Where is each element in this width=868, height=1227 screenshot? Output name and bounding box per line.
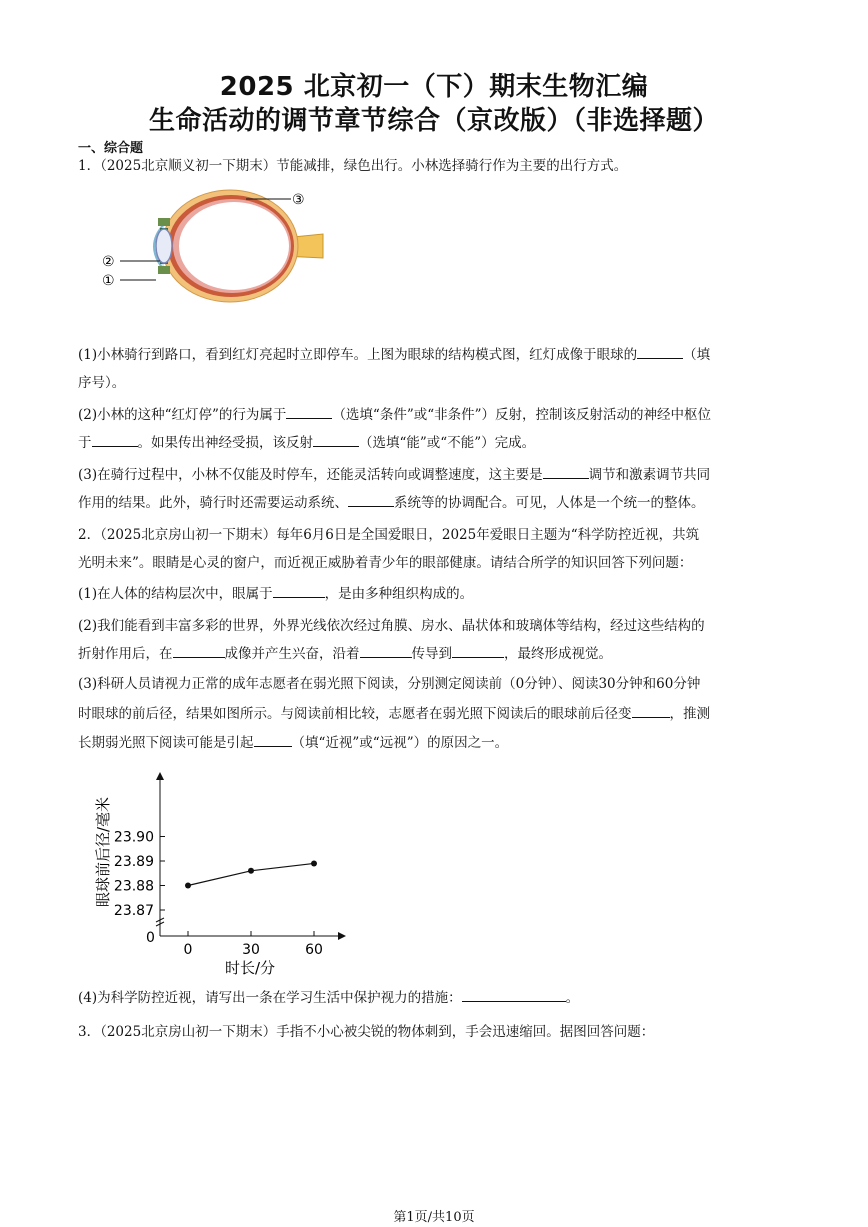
page-title: 2025 北京初一（下）期末生物汇编 [219,72,649,102]
x-axis-arrow [338,932,346,940]
x-axis-label: 时长/分 [224,959,276,977]
q1-p1-cont: 序号）。 [78,375,126,391]
q2-p3: (3)科研人员请视力正常的成年志愿者在弱光照下阅读，分别测定阅读前（0分钟）、阅读30分钟和60分钟 [78,676,701,692]
x-tick-label: 30 [242,942,260,958]
origin-label: 0 [146,930,155,946]
y-axis-label: 眼球前后径/毫米 [94,796,112,908]
y-tick-label: 23.87 [113,903,154,919]
section-heading: 一、综合题 [78,141,144,156]
q1-p2: (2)小林的这种“红灯停”的行为属于 （选填“条件”或“非条件”）反射，控制该反射活动的神经中枢位 [78,407,712,423]
q1-p3-cont: 作用的结果。此外，骑行时还需要运动系统、 系统等的协调配合。可见，人体是一个统一的整体。 [78,495,705,511]
q1-p2-cont: 于 。如果传出神经受损，该反射 （选填“能”或“不能”）完成。 [78,435,536,451]
line-chart [90,768,360,980]
eye-label-3: ③ [292,192,305,208]
page-subtitle: 生命活动的调节章节综合（京改版）（非选择题） [148,106,719,136]
q1-p1: (1)小林骑行到路口，看到红灯亮起时立即停车。上图为眼球的结构模式图，红灯成像于眼球的 （填 [78,347,711,363]
q2-p2-cont: 折射作用后，在 成像并产生兴奋，沿着 传导到 ，最终形成视觉。 [78,646,612,662]
q2-p3-cont2: 长期弱光照下阅读可能是引起 （填“近视”或“远视”）的原因之一。 [78,735,509,751]
eye-label-1: ① [102,273,115,289]
q2-p4: (4)为科学防控近视，请写出一条在学习生活中保护视力的措施： 。 [78,990,580,1006]
x-tick-label: 0 [183,942,193,958]
q2-stem-cont: 光明未来”。眼睛是心灵的窗户，而近视正威胁着青少年的眼部健康。请结合所学的知识回答下列问题： [78,555,693,571]
x-tick-label: 60 [305,942,323,958]
data-point [311,860,317,866]
series-line [188,863,314,885]
q2-stem: 2．（2025北京房山初一下期末）每年6月6日是全国爱眼日，2025年爱眼日主题为“科学防控近视，共筑 [78,527,700,543]
q2-p1: (1)在人体的结构层次中，眼属于 ，是由多种组织构成的。 [78,586,474,602]
page-footer: 第1页/共10页 [393,1210,475,1225]
data-point [185,883,191,889]
q3-stem: 3．（2025北京房山初一下期末）手指不小心被尖锐的物体刺到，手会迅速缩回。据图回答问题： [78,1024,655,1040]
q2-p2: (2)我们能看到丰富多彩的世界，外界光线依次经过角膜、房水、晶状体和玻璃体等结构，经过这些结构的 [78,618,705,634]
y-tick-label: 23.88 [113,878,154,895]
q1-p3: (3)在骑行过程中，小林不仅能及时停车，还能灵活转向或调整速度，这主要是 调节和激素调节共同 [78,467,711,483]
q2-p3-cont: 时眼球的前后径，结果如图所示。与阅读前相比较，志愿者在弱光照下阅读后的眼球前后径变 ，推测 [78,706,710,722]
y-tick-label: 23.89 [113,854,154,870]
data-point [248,868,254,874]
q1-stem: 1．（2025北京顺义初一下期末）节能减排，绿色出行。小林选择骑行作为主要的出行方式。 [78,158,628,174]
y-axis-arrow [156,772,164,780]
eye-diagram [98,186,328,306]
y-tick-label: 23.90 [113,829,154,846]
eye-label-2: ② [102,254,115,270]
